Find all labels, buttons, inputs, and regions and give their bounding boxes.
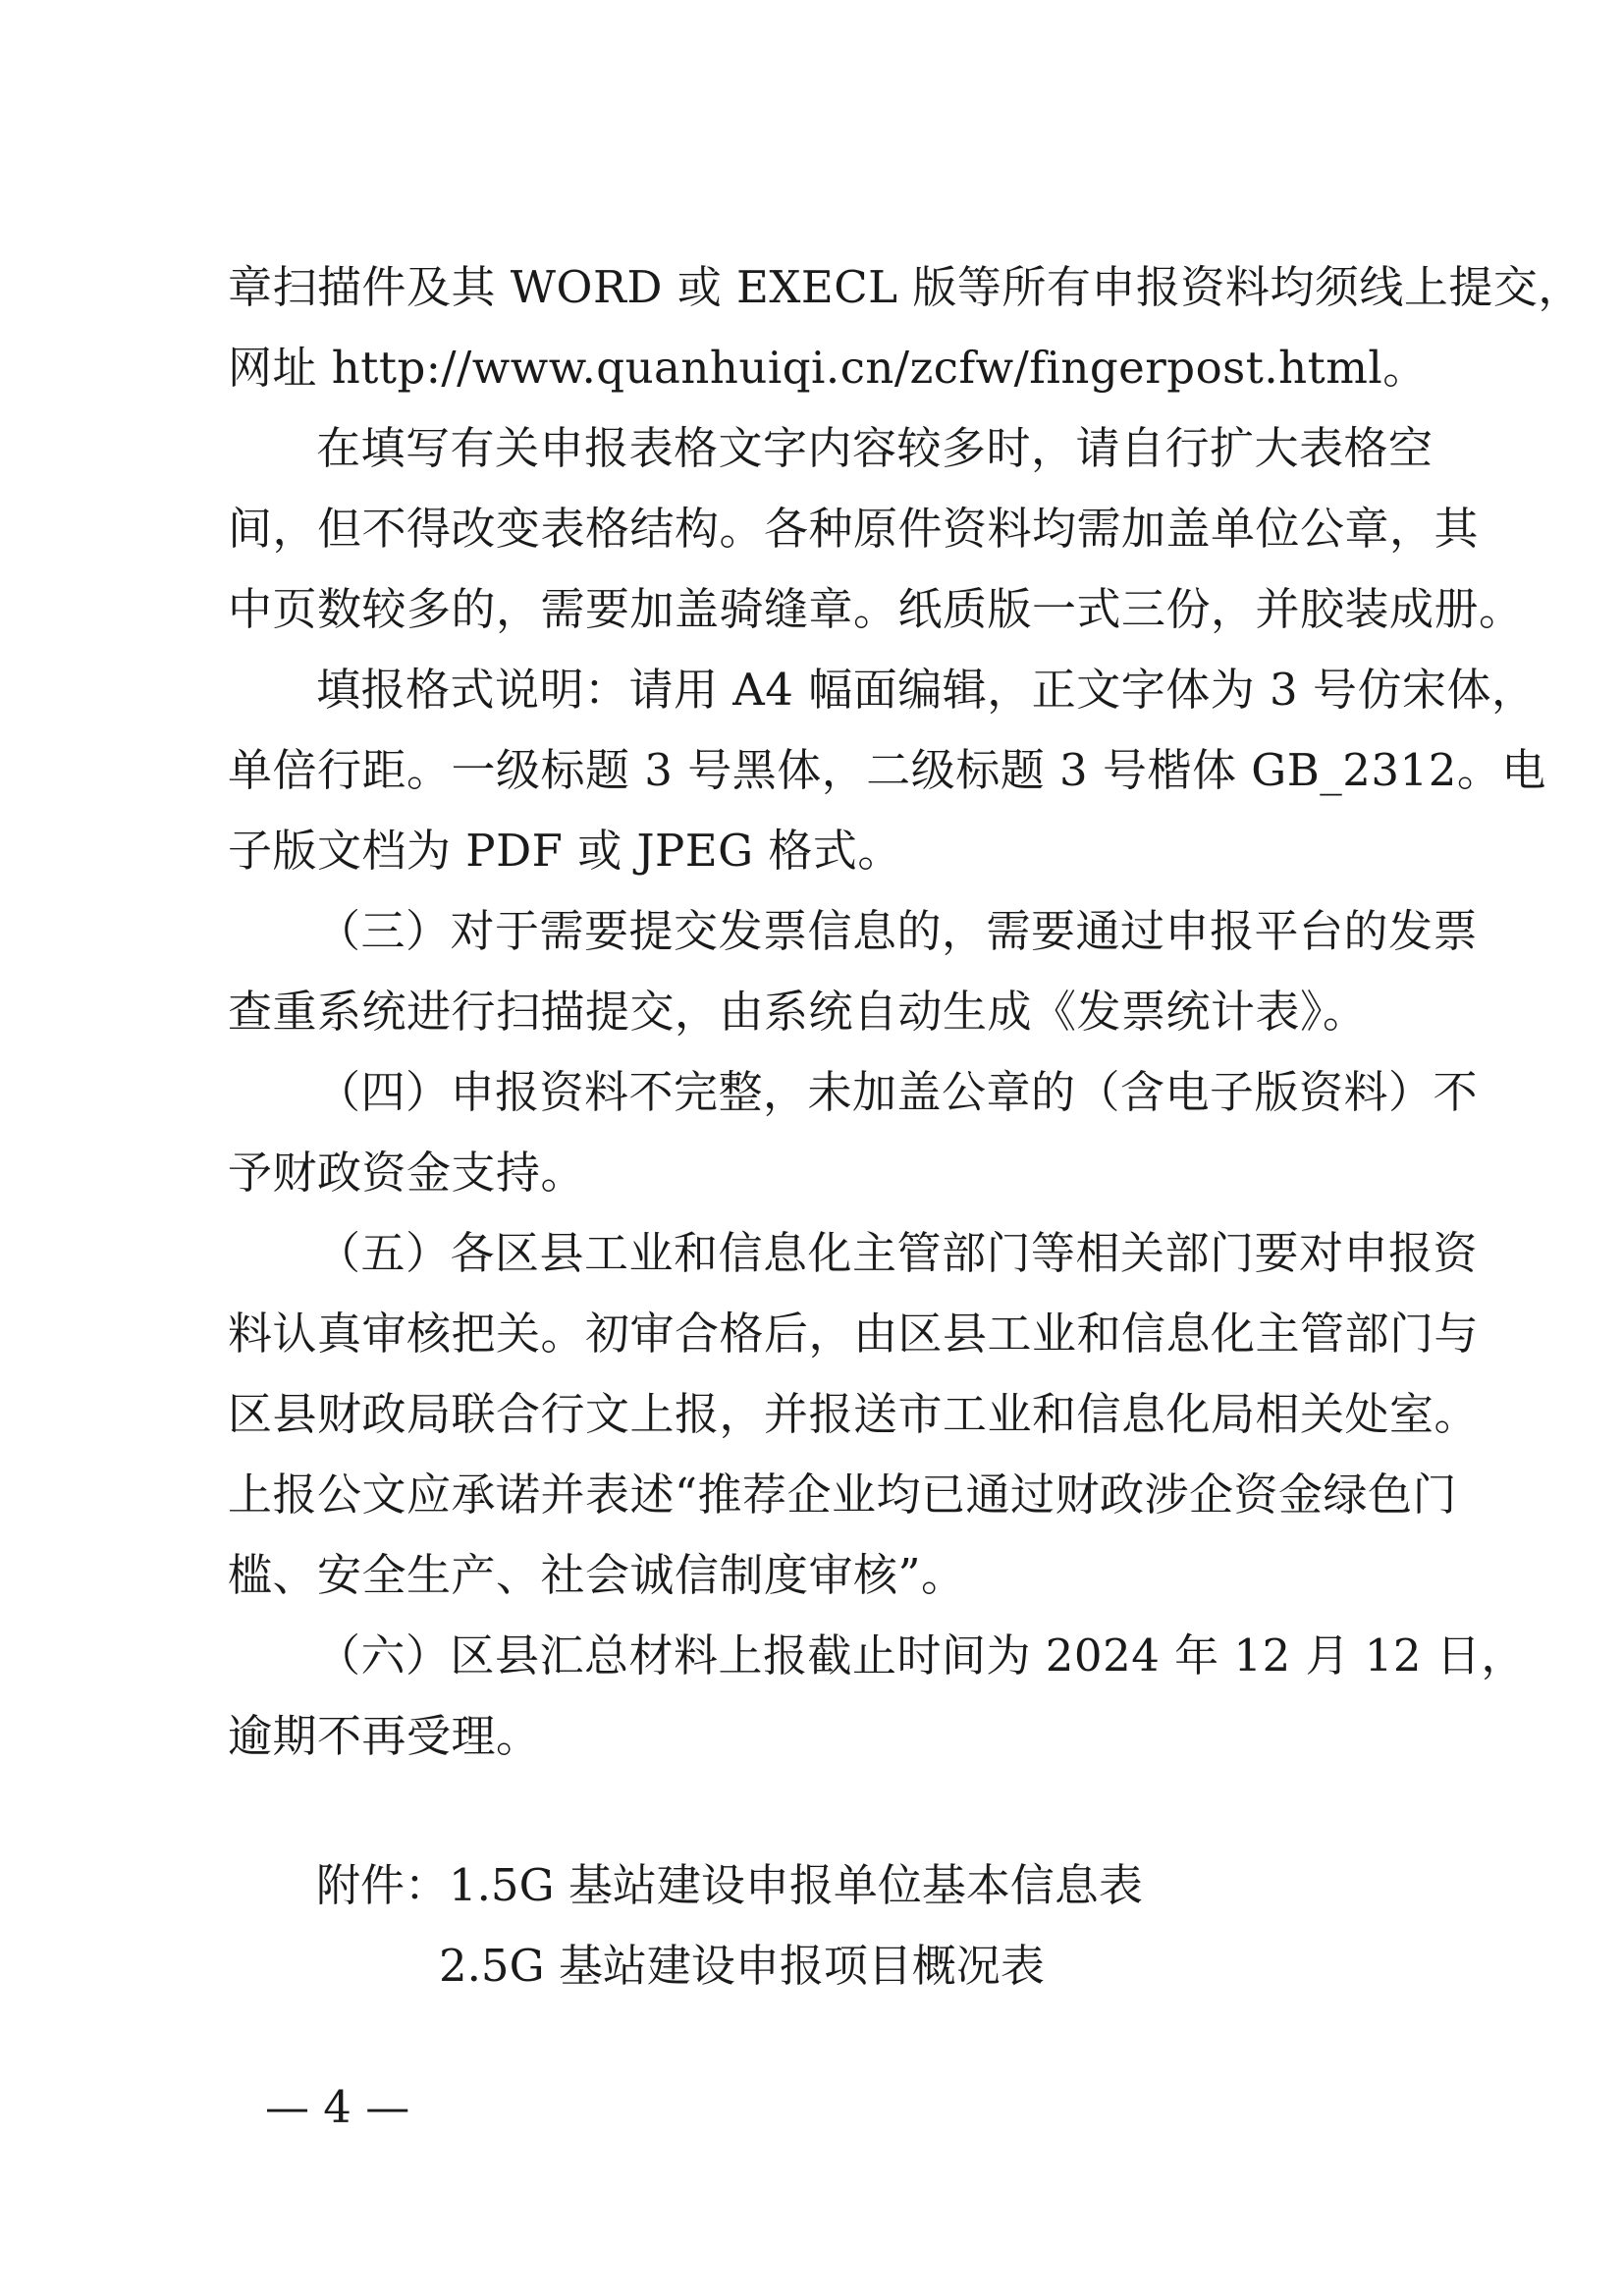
body-line: 上报公文应承诺并表述“推荐企业均已通过财政涉企资金绿色门 [228,1468,1458,1521]
body-text [228,247,1583,2006]
body-line: （六）区县汇总材料上报截止时间为 2024 年 12 月 12 日， [316,1629,1526,1682]
body-line: 料认真审核把关。初审合格后，由区县工业和信息化主管部门与 [228,1308,1480,1360]
body-line: 子版文档为 PDF 或 JPEG 格式。 [228,825,902,877]
attachment-line-2: 2.5G 基站建设申报项目概况表 [439,1940,1045,1992]
body-line: 填报格式说明：请用 A4 幅面编辑，正文字体为 3 号仿宋体， [316,664,1537,716]
body-line: （四）申报资料不完整，未加盖公章的（含电子版资料）不 [316,1066,1479,1118]
body-line: 逾期不再受理。 [228,1710,541,1762]
body-line: （三）对于需要提交发票信息的，需要通过申报平台的发票 [316,905,1479,957]
body-line: 章扫描件及其 WORD 或 EXECL 版等所有申报资料均须线上提交， [228,261,1583,313]
body-line: 网址 http://www.quanhuiqi.cn/zcfw/fingerpost.html。 [228,342,1428,394]
body-line: 中页数较多的，需要加盖骑缝章。纸质版一式三份，并胶装成册。 [228,583,1524,635]
attachment-line-1: 附件：1.5G 基站建设申报单位基本信息表 [316,1859,1143,1911]
body-line: （五）各区县工业和信息化主管部门等相关部门要对申报资 [316,1227,1479,1279]
body-line: 查重系统进行扫描提交，由系统自动生成《发票统计表》。 [228,986,1368,1038]
body-line: 单倍行距。一级标题 3 号黑体，二级标题 3 号楷体 GB_2312。电 [228,744,1546,796]
body-line: 在填写有关申报表格文字内容较多时，请自行扩大表格空 [316,422,1434,474]
body-line: 予财政资金支持。 [228,1147,586,1199]
body-line: 区县财政局联合行文上报，并报送市工业和信息化局相关处室。 [228,1388,1480,1440]
page-number: — 4 — [265,2081,410,2133]
body-line: 槛、安全生产、社会诚信制度审核”。 [228,1549,966,1601]
spacer [228,1777,1421,1845]
body-line: 间，但不得改变表格结构。各种原件资料均需加盖单位公章，其 [228,503,1480,555]
